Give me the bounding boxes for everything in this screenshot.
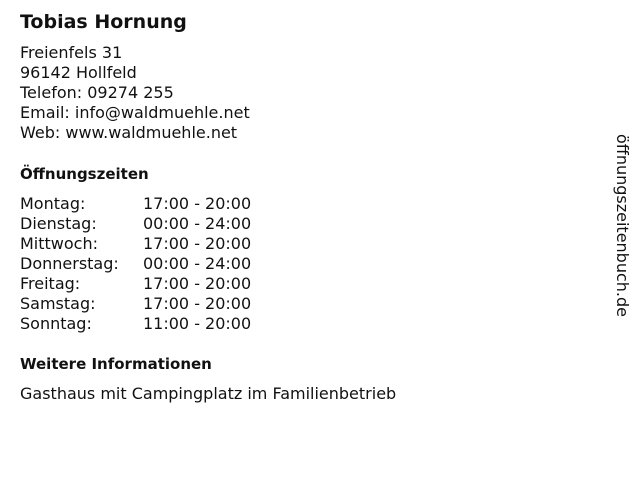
hours-row-thursday — [20, 254, 251, 274]
opening-hours-heading: Öffnungszeiten — [20, 165, 149, 183]
time-range: 17:00 - 20:00 — [143, 194, 252, 213]
day-label: Donnerstag: — [20, 254, 119, 273]
day-label: Mittwoch: — [20, 234, 98, 253]
time-range: 17:00 - 20:00 — [143, 294, 252, 313]
time-range: 17:00 - 20:00 — [143, 274, 252, 293]
time-range: 17:00 - 20:00 — [143, 234, 252, 253]
hours-row-monday — [20, 194, 251, 214]
hours-row-wednesday — [20, 234, 251, 254]
web-line: Web: www.waldmuehle.net — [20, 123, 238, 142]
postal-city: 96142 Hollfeld — [20, 63, 137, 82]
day-label: Dienstag: — [20, 214, 97, 233]
day-label: Freitag: — [20, 274, 81, 293]
street-address: Freienfels 31 — [20, 43, 123, 62]
time-range: 00:00 - 24:00 — [143, 214, 252, 233]
day-label: Samstag: — [20, 294, 96, 313]
time-range: 11:00 - 20:00 — [143, 314, 252, 333]
day-label: Montag: — [20, 194, 86, 213]
day-label: Sonntag: — [20, 314, 92, 333]
time-range: 00:00 - 24:00 — [143, 254, 252, 273]
opening-hours-table — [20, 194, 251, 334]
hours-row-friday — [20, 274, 251, 294]
business-name: Tobias Hornung — [20, 11, 187, 33]
further-info-text: Gasthaus mit Campingplatz im Familienbetrieb — [20, 384, 397, 403]
email-line: Email: info@waldmuehle.net — [20, 103, 250, 122]
hours-row-tuesday — [20, 214, 251, 234]
hours-row-sunday — [20, 314, 251, 334]
site-watermark: öffnungszeitenbuch.de — [613, 134, 632, 317]
further-info-heading: Weitere Informationen — [20, 355, 212, 373]
phone-line: Telefon: 09274 255 — [20, 83, 174, 102]
contact-block — [20, 43, 250, 143]
hours-row-saturday — [20, 294, 251, 314]
